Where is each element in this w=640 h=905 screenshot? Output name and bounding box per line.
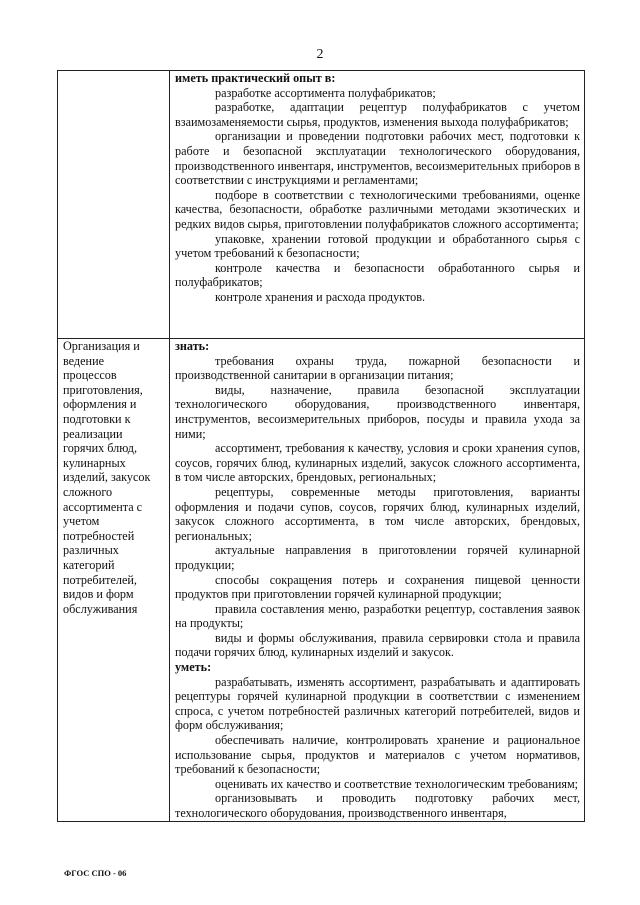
requirement-item: организации и проведении подготовки рабочих мест, подготовки к работе и безопасной эксплуатации технологического оборудования, производственного инвентаря, инструментов, весоизмерительных приборов в соответствии с инструкциями и регламентами; xyxy=(175,129,580,188)
requirement-item: разработке ассортимента полуфабрикатов; xyxy=(215,85,436,100)
section-heading: знать: xyxy=(175,339,210,353)
page-number: 2 xyxy=(316,47,324,62)
section-heading: иметь практический опыт в: xyxy=(175,71,336,85)
requirement-item: виды, назначение, правила безопасной эксплуатации технологического оборудования, производственного инвентаря, инструментов, весоизмерительных приборов, посуды и правила ухода за ними; xyxy=(175,382,580,441)
requirement-item: подборе в соответствии с технологическими требованиями, оценке качества, безопасности, обработке различными методами экзотических и редких видов сырья, приготовлении полуфабрикатов сложного ассортимента; xyxy=(175,187,580,231)
competency-cell xyxy=(58,71,170,339)
footer-code: ФГОС СПО - 06 xyxy=(64,868,127,878)
requirement-item: организовывать и проводить подготовку рабочих мест, технологического оборудования, производственного инвентаря, xyxy=(175,791,580,820)
table-row xyxy=(58,71,585,339)
requirement-item: виды и формы обслуживания, правила сервировки стола и правила подачи горячих блюд, кулинарных изделий и закусок. xyxy=(175,630,580,660)
requirement-item: обеспечивать наличие, контролировать хранение и рациональное использование сырья, продуктов и материалов с учетом нормативов, требований к безопасности; xyxy=(175,733,580,777)
requirement-item: требования охраны труда, пожарной безопасности и производственной санитарии в организации питания; xyxy=(175,353,580,383)
requirement-item: разрабатывать, изменять ассортимент, разрабатывать и адаптировать рецептуры горячей кулинарной продукции в соответствии с изменением спроса, с учетом потребностей различных категорий потребителей, видов и форм обслуживания; xyxy=(175,674,580,733)
standards-table xyxy=(57,70,585,822)
competency-cell xyxy=(58,339,170,822)
section-heading: уметь: xyxy=(175,660,212,675)
requirements-cell xyxy=(170,339,585,822)
requirement-item: ассортимент, требования к качеству, условия и сроки хранения супов, соусов, горячих блюд, кулинарных изделий, закусок сложного ассортимента, в том числе авторских, брендовых, региональных; xyxy=(175,441,580,485)
requirement-item: способы сокращения потерь и сохранения пищевой ценности продуктов при приготовлении горячей кулинарной продукции; xyxy=(175,572,580,602)
requirements-cell xyxy=(170,71,585,339)
requirement-item: рецептуры, современные методы приготовления, варианты оформления и подачи супов, соусов, горячих блюд, кулинарных изделий, закусок сложного ассортимента, в том числе авторских, брендовых, региональных; xyxy=(175,484,580,543)
competency-label: Организация и ведение процессов приготовления, оформления и подготовки к реализации горячих блюд, кулинарных изделий, закусок сложного ассортимента с учетом потребностей различных категорий потребителей, видов и форм обслуживания xyxy=(63,339,151,616)
requirement-item: контроле хранения и расхода продуктов. xyxy=(215,289,426,304)
requirement-item: разработке, адаптации рецептур полуфабрикатов с учетом взаимозаменяемости сырья, продуктов, изменения выхода полуфабрикатов; xyxy=(175,100,580,129)
requirement-item: упаковке, хранении готовой продукции и обработанного сырья с учетом требований к безопасности; xyxy=(175,231,580,261)
requirement-item: контроле качества и безопасности обработанного сырья и полуфабрикатов; xyxy=(175,260,580,290)
requirement-item: оценивать их качество и соответствие технологическим требованиям; xyxy=(215,776,579,791)
table-row xyxy=(58,339,585,822)
requirement-item: правила составления меню, разработки рецептур, составления заявок на продукты; xyxy=(175,601,580,631)
requirement-item: актуальные направления в приготовлении горячей кулинарной продукции; xyxy=(175,543,580,572)
